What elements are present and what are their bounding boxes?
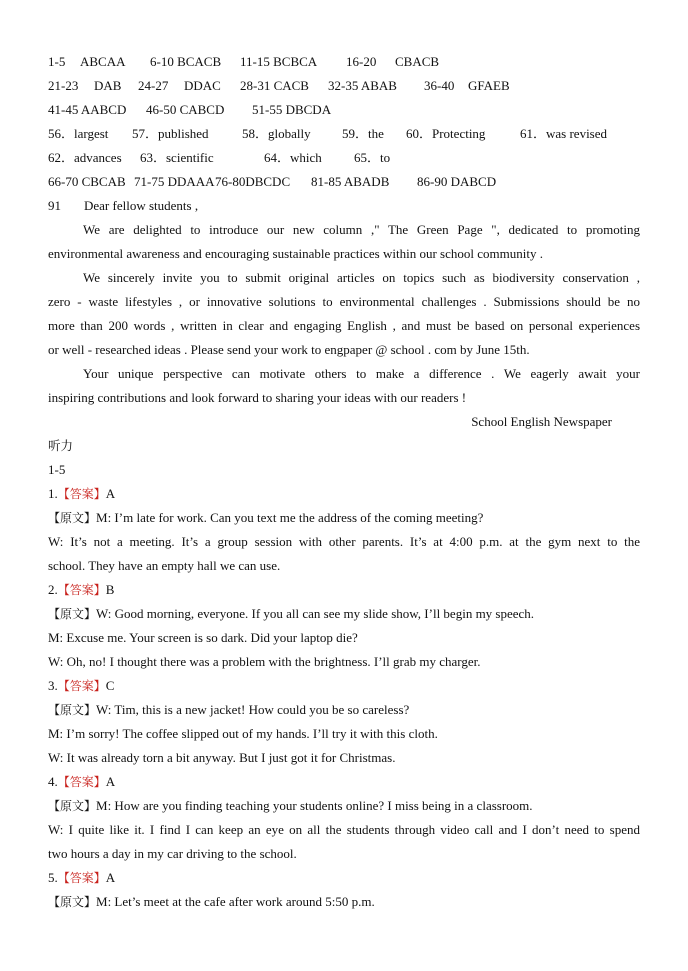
answer-row-6 xyxy=(48,170,640,194)
answer-row-2 xyxy=(48,74,640,98)
answer-keys: DAB xyxy=(94,78,122,93)
transcript-line: W: It’s not a meeting. It’s a group session with other parents. It’s at 4:00 p.m. at the gym next to the xyxy=(48,534,640,549)
listening-answer: A xyxy=(105,486,116,501)
essay-paragraph-3-line: Your unique perspective can motivate others to make a difference . We eagerly await your xyxy=(83,366,640,381)
question-number: 4. xyxy=(48,774,58,789)
answer-group: 81-85 ABADB xyxy=(311,174,390,189)
answer-row-1 xyxy=(48,50,640,74)
answer-range: 1-5 xyxy=(48,54,66,69)
answer-keys: GFAEB xyxy=(468,78,510,93)
listening-answer: A xyxy=(105,774,116,789)
answer-range: 16-20 xyxy=(346,54,377,69)
answer-fill: 59．the xyxy=(342,126,384,141)
answer-range: 36-40 xyxy=(424,78,455,93)
answer-tag: 【答案】 xyxy=(57,583,106,597)
transcript-line xyxy=(48,698,640,722)
answer-group: 32-35 ABAB xyxy=(328,78,397,93)
question-number: 1. xyxy=(48,486,58,501)
answer-fill: 63．scientific xyxy=(140,150,214,165)
answer-fill: 61．was revised xyxy=(520,126,608,141)
transcript-line xyxy=(48,890,640,914)
answer-group: 66-70 CBCAB xyxy=(48,174,126,189)
transcript-line: school. They have an empty hall we can use. xyxy=(48,558,281,573)
transcript-line xyxy=(48,506,640,530)
transcript-line: M: I’m sorry! The coffee slipped out of my hands. I’ll try it with this cloth. xyxy=(48,726,438,741)
transcript-line xyxy=(48,794,640,818)
answer-fill: 60．Protecting xyxy=(406,126,486,141)
essay-paragraph-2-line: or well - researched ideas . Please send your work to engpaper @ school . com by June 15th. xyxy=(48,342,530,357)
transcript-text: W: Good morning, everyone. If you all can see my slide show, I’ll begin my speech. xyxy=(96,606,535,621)
transcript-tag: 【原文】 xyxy=(48,799,97,813)
answer-keys: DDAC xyxy=(184,78,221,93)
listening-answer: C xyxy=(105,678,115,693)
answer-tag: 【答案】 xyxy=(57,775,106,789)
answer-group: 28-31 CACB xyxy=(240,78,309,93)
answer-group: 86-90 DABCD xyxy=(417,174,497,189)
essay-paragraph-2-line: zero - waste lifestyles , or innovative solutions to environmental challenges . Submissions should be no xyxy=(48,294,640,309)
essay-greeting-line xyxy=(48,194,640,218)
answer-fill: 62．advances xyxy=(48,150,122,165)
answer-group: 51-55 DBCDA xyxy=(252,102,332,117)
listening-answer-line xyxy=(48,578,640,602)
transcript-text: M: Let’s meet at the cafe after work around 5:50 p.m. xyxy=(96,894,375,909)
answer-group: 6-10 BCACB xyxy=(150,54,222,69)
answer-tag: 【答案】 xyxy=(57,487,106,501)
transcript-line: two hours a day in my car driving to the school. xyxy=(48,846,297,861)
listening-heading: 听力 xyxy=(48,438,74,453)
transcript-line: W: I quite like it. I find I can keep an eye on all the students through video call and I don’t need to spend xyxy=(48,822,640,837)
answer-row-4 xyxy=(48,122,640,146)
answer-row-5 xyxy=(48,146,640,170)
essay-signature: School English Newspaper xyxy=(471,414,612,429)
listening-answer-line xyxy=(48,770,640,794)
answer-fill: 56．largest xyxy=(48,126,109,141)
essay-greeting: Dear fellow students , xyxy=(84,198,199,213)
answer-group: 41-45 AABCD xyxy=(48,102,127,117)
answer-tag: 【答案】 xyxy=(57,871,106,885)
listening-answer: B xyxy=(105,582,115,597)
answer-fill: 65．to xyxy=(354,150,391,165)
transcript-tag: 【原文】 xyxy=(48,607,97,621)
essay-paragraph-1-line: We are delighted to introduce our new column ," The Green Page ", dedicated to promoting xyxy=(83,222,640,237)
essay-paragraph-1-line: environmental awareness and encouraging sustainable practices within our school community . xyxy=(48,246,543,261)
question-number: 3. xyxy=(48,678,58,693)
essay-paragraph-2-line: We sincerely invite you to submit original articles on topics such as biodiversity conservation , xyxy=(83,270,640,285)
answer-keys: ABCAA xyxy=(80,54,126,69)
listening-answer-line xyxy=(48,674,640,698)
transcript-text: M: I’m late for work. Can you text me the address of the coming meeting? xyxy=(96,510,484,525)
answer-group: 11-15 BCBCA xyxy=(240,54,318,69)
transcript-tag: 【原文】 xyxy=(48,703,97,717)
transcript-tag: 【原文】 xyxy=(48,511,97,525)
answer-fill: 58．globally xyxy=(242,126,311,141)
question-number: 2. xyxy=(48,582,58,597)
transcript-line: W: It was already torn a bit anyway. But I just got it for Christmas. xyxy=(48,750,396,765)
answer-row-3 xyxy=(48,98,640,122)
essay-paragraph-2-line: more than 200 words , written in clear and engaging English , and must be based on personal experiences xyxy=(48,318,640,333)
transcript-line: M: Excuse me. Your screen is so dark. Did your laptop die? xyxy=(48,630,358,645)
answer-range: 24-27 xyxy=(138,78,169,93)
answer-tag: 【答案】 xyxy=(57,679,106,693)
answer-keys: CBACB xyxy=(395,54,440,69)
answer-range: 21-23 xyxy=(48,78,79,93)
transcript-text: W: Tim, this is a new jacket! How could you be so careless? xyxy=(96,702,410,717)
answer-group: 46-50 CABCD xyxy=(146,102,225,117)
answer-document xyxy=(48,50,640,914)
listening-range: 1-5 xyxy=(48,462,66,477)
essay-paragraph-3-line: inspiring contributions and look forward to sharing your ideas with our readers ! xyxy=(48,390,467,405)
essay-number: 91 xyxy=(48,198,61,213)
listening-answer: A xyxy=(105,870,116,885)
answer-fill: 57．published xyxy=(132,126,209,141)
listening-answer-line xyxy=(48,866,640,890)
listening-answer-line xyxy=(48,482,640,506)
question-number: 5. xyxy=(48,870,58,885)
transcript-line: W: Oh, no! I thought there was a problem with the brightness. I’ll grab my charger. xyxy=(48,654,481,669)
answer-group: 71-75 DDAAA xyxy=(134,174,215,189)
listening-items xyxy=(48,482,640,914)
answer-group: 76-80DBCDC xyxy=(215,174,291,189)
transcript-tag: 【原文】 xyxy=(48,895,97,909)
transcript-line xyxy=(48,602,640,626)
transcript-text: M: How are you finding teaching your students online? I miss being in a classroom. xyxy=(96,798,533,813)
answer-fill: 64．which xyxy=(264,150,322,165)
